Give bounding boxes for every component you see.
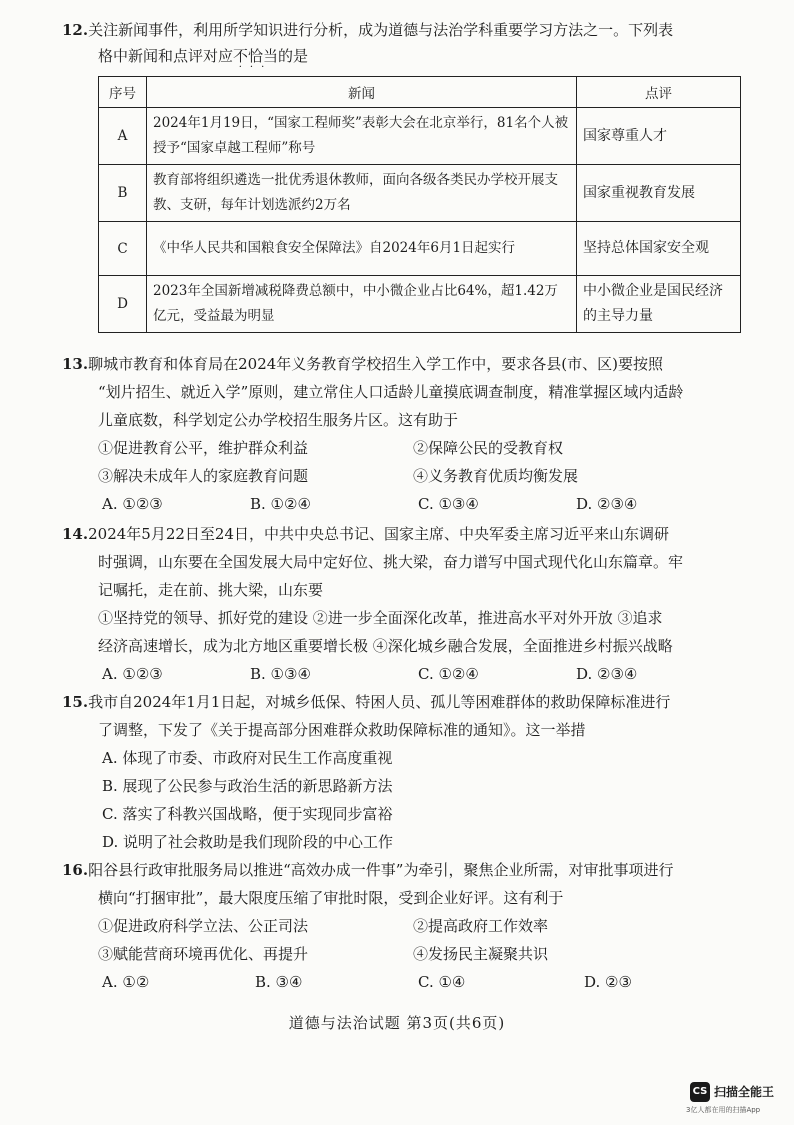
header-comment: 点评	[577, 77, 741, 108]
q15-text-1: 我市自2024年1月1日起，对城乡低保、特困人员、孤儿等困难群体的救助保障标准进行	[88, 693, 671, 711]
q16-line-1	[62, 860, 673, 880]
q12-line-2	[98, 46, 309, 73]
table-row	[99, 165, 741, 222]
q13-statement-2: ②保障公民的受教育权	[413, 439, 564, 457]
q13-number: 13.	[62, 355, 89, 373]
q13-statement-1: ①促进教育公平，维护群众利益	[98, 439, 309, 457]
q12-text-2b: 的是	[278, 47, 309, 65]
q15-choice-b[interactable]: B. 展现了公民参与政治生活的新思路新方法	[102, 777, 393, 795]
q16-choice-a[interactable]: A. ①②	[102, 973, 150, 991]
q14-line-1	[62, 524, 669, 544]
page-footer: 道德与法治试题 第3页(共6页)	[288, 1014, 506, 1032]
scanner-tagline: 3亿人都在用的扫描App	[686, 1106, 761, 1114]
q13-line-1	[62, 354, 663, 374]
q13-statement-4: ④义务教育优质均衡发展	[413, 467, 579, 485]
q14-choice-a[interactable]: A. ①②③	[102, 665, 163, 683]
table-row	[99, 276, 741, 333]
q16-statement-3: ③赋能营商环境再优化、再提升	[98, 945, 309, 963]
row-news: 2024年1月19日，“国家工程师奖”表彰大会在北京举行，81名个人被授予“国家卓越工程师”称号	[147, 108, 577, 165]
q13-text-2: “划片招生、就近入学”原则，建立常住人口适龄儿童摸底调查制度，精准掌握区域内适龄	[98, 383, 684, 401]
row-comment: 国家重视教育发展	[577, 165, 741, 222]
q12-emphasis: 不恰当 ···	[233, 47, 279, 73]
q16-statement-1: ①促进政府科学立法、公正司法	[98, 917, 309, 935]
row-comment: 国家尊重人才	[577, 108, 741, 165]
q12-text-1: 关注新闻事件，利用所学知识进行分析，成为道德与法治学科重要学习方法之一。下列表	[88, 21, 674, 39]
q13-text-3: 儿童底数，科学划定公办学校招生服务片区。这有助于	[98, 411, 459, 429]
row-news: 《中华人民共和国粮食安全保障法》自2024年6月1日起实行	[147, 222, 577, 276]
q12-text-2a: 格中新闻和点评对应	[98, 47, 234, 65]
row-id: C	[99, 222, 147, 276]
row-comment: 中小微企业是国民经济的主导力量	[577, 276, 741, 333]
row-news: 2023年全国新增减税降费总额中，中小微企业占比64%，超1.42万亿元，受益最为明显	[147, 276, 577, 333]
q16-choice-c[interactable]: C. ①④	[418, 973, 466, 991]
table-header-row	[99, 77, 741, 108]
header-index: 序号	[99, 77, 147, 108]
q15-choice-d[interactable]: D. 说明了社会救助是我们现阶段的中心工作	[102, 833, 394, 851]
q15-line-1	[62, 692, 670, 712]
q13-choice-a[interactable]: A. ①②③	[102, 495, 163, 513]
row-id: B	[99, 165, 147, 222]
table-row	[99, 222, 741, 276]
q13-text-1: 聊城市教育和体育局在2024年义务教育学校招生入学工作中，要求各县(市、区)要按照	[88, 355, 663, 373]
scanner-app-name: 扫描全能王	[714, 1085, 775, 1099]
camscanner-logo-icon: CS	[690, 1082, 710, 1102]
q15-choice-a[interactable]: A. 体现了市委、市政府对民生工作高度重视	[102, 749, 393, 767]
q16-text-2: 横向“打捆审批”，最大限度压缩了审批时限，受到企业好评。这有利于	[98, 889, 564, 907]
row-news: 教育部将组织遴选一批优秀退休教师，面向各级各类民办学校开展支教、支研，每年计划选派约2万名	[147, 165, 577, 222]
q12-line-1	[62, 20, 673, 40]
q16-choice-b[interactable]: B. ③④	[255, 973, 303, 991]
header-news: 新闻	[147, 77, 577, 108]
q14-text-3: 记嘱托，走在前、挑大梁，山东要	[98, 581, 324, 599]
q14-statements-1: ①坚持党的领导、抓好党的建设 ②进一步全面深化改革，推进高水平对外开放 ③追求	[98, 609, 663, 627]
row-id: A	[99, 108, 147, 165]
q16-number: 16.	[62, 861, 89, 879]
q16-statement-2: ②提高政府工作效率	[413, 917, 549, 935]
q14-number: 14.	[62, 525, 89, 543]
q15-choice-c[interactable]: C. 落实了科教兴国战略，便于实现同步富裕	[102, 805, 393, 823]
q13-choice-b[interactable]: B. ①②④	[250, 495, 311, 513]
q13-choice-c[interactable]: C. ①③④	[418, 495, 479, 513]
q15-number: 15.	[62, 693, 89, 711]
q16-choice-d[interactable]: D. ②③	[584, 973, 632, 991]
q14-text-2: 时强调，山东要在全国发展大局中定好位、挑大梁，奋力谱写中国式现代化山东篇章。牢	[98, 553, 684, 571]
scanner-badge	[686, 1080, 790, 1120]
q15-text-2: 了调整，下发了《关于提高部分困难群众救助保障标准的通知》。这一举措	[98, 721, 586, 739]
q13-choice-d[interactable]: D. ②③④	[576, 495, 638, 513]
news-table	[98, 76, 741, 333]
q14-choice-d[interactable]: D. ②③④	[576, 665, 638, 683]
q14-choice-b[interactable]: B. ①③④	[250, 665, 311, 683]
q12-number: 12.	[62, 21, 89, 39]
q14-statements-2: 经济高速增长，成为北方地区重要增长极 ④深化城乡融合发展，全面推进乡村振兴战略	[98, 637, 673, 655]
row-comment: 坚持总体国家安全观	[577, 222, 741, 276]
q13-statement-3: ③解决未成年人的家庭教育问题	[98, 467, 309, 485]
row-id: D	[99, 276, 147, 333]
q14-choice-c[interactable]: C. ①②④	[418, 665, 479, 683]
q14-text-1: 2024年5月22日至24日，中共中央总书记、国家主席、中央军委主席习近平来山东调研	[88, 525, 670, 543]
table-row	[99, 108, 741, 165]
q16-text-1: 阳谷县行政审批服务局以推进“高效办成一件事”为牵引，聚焦企业所需，对审批事项进行	[88, 861, 674, 879]
q16-statement-4: ④发扬民主凝聚共识	[413, 945, 549, 963]
